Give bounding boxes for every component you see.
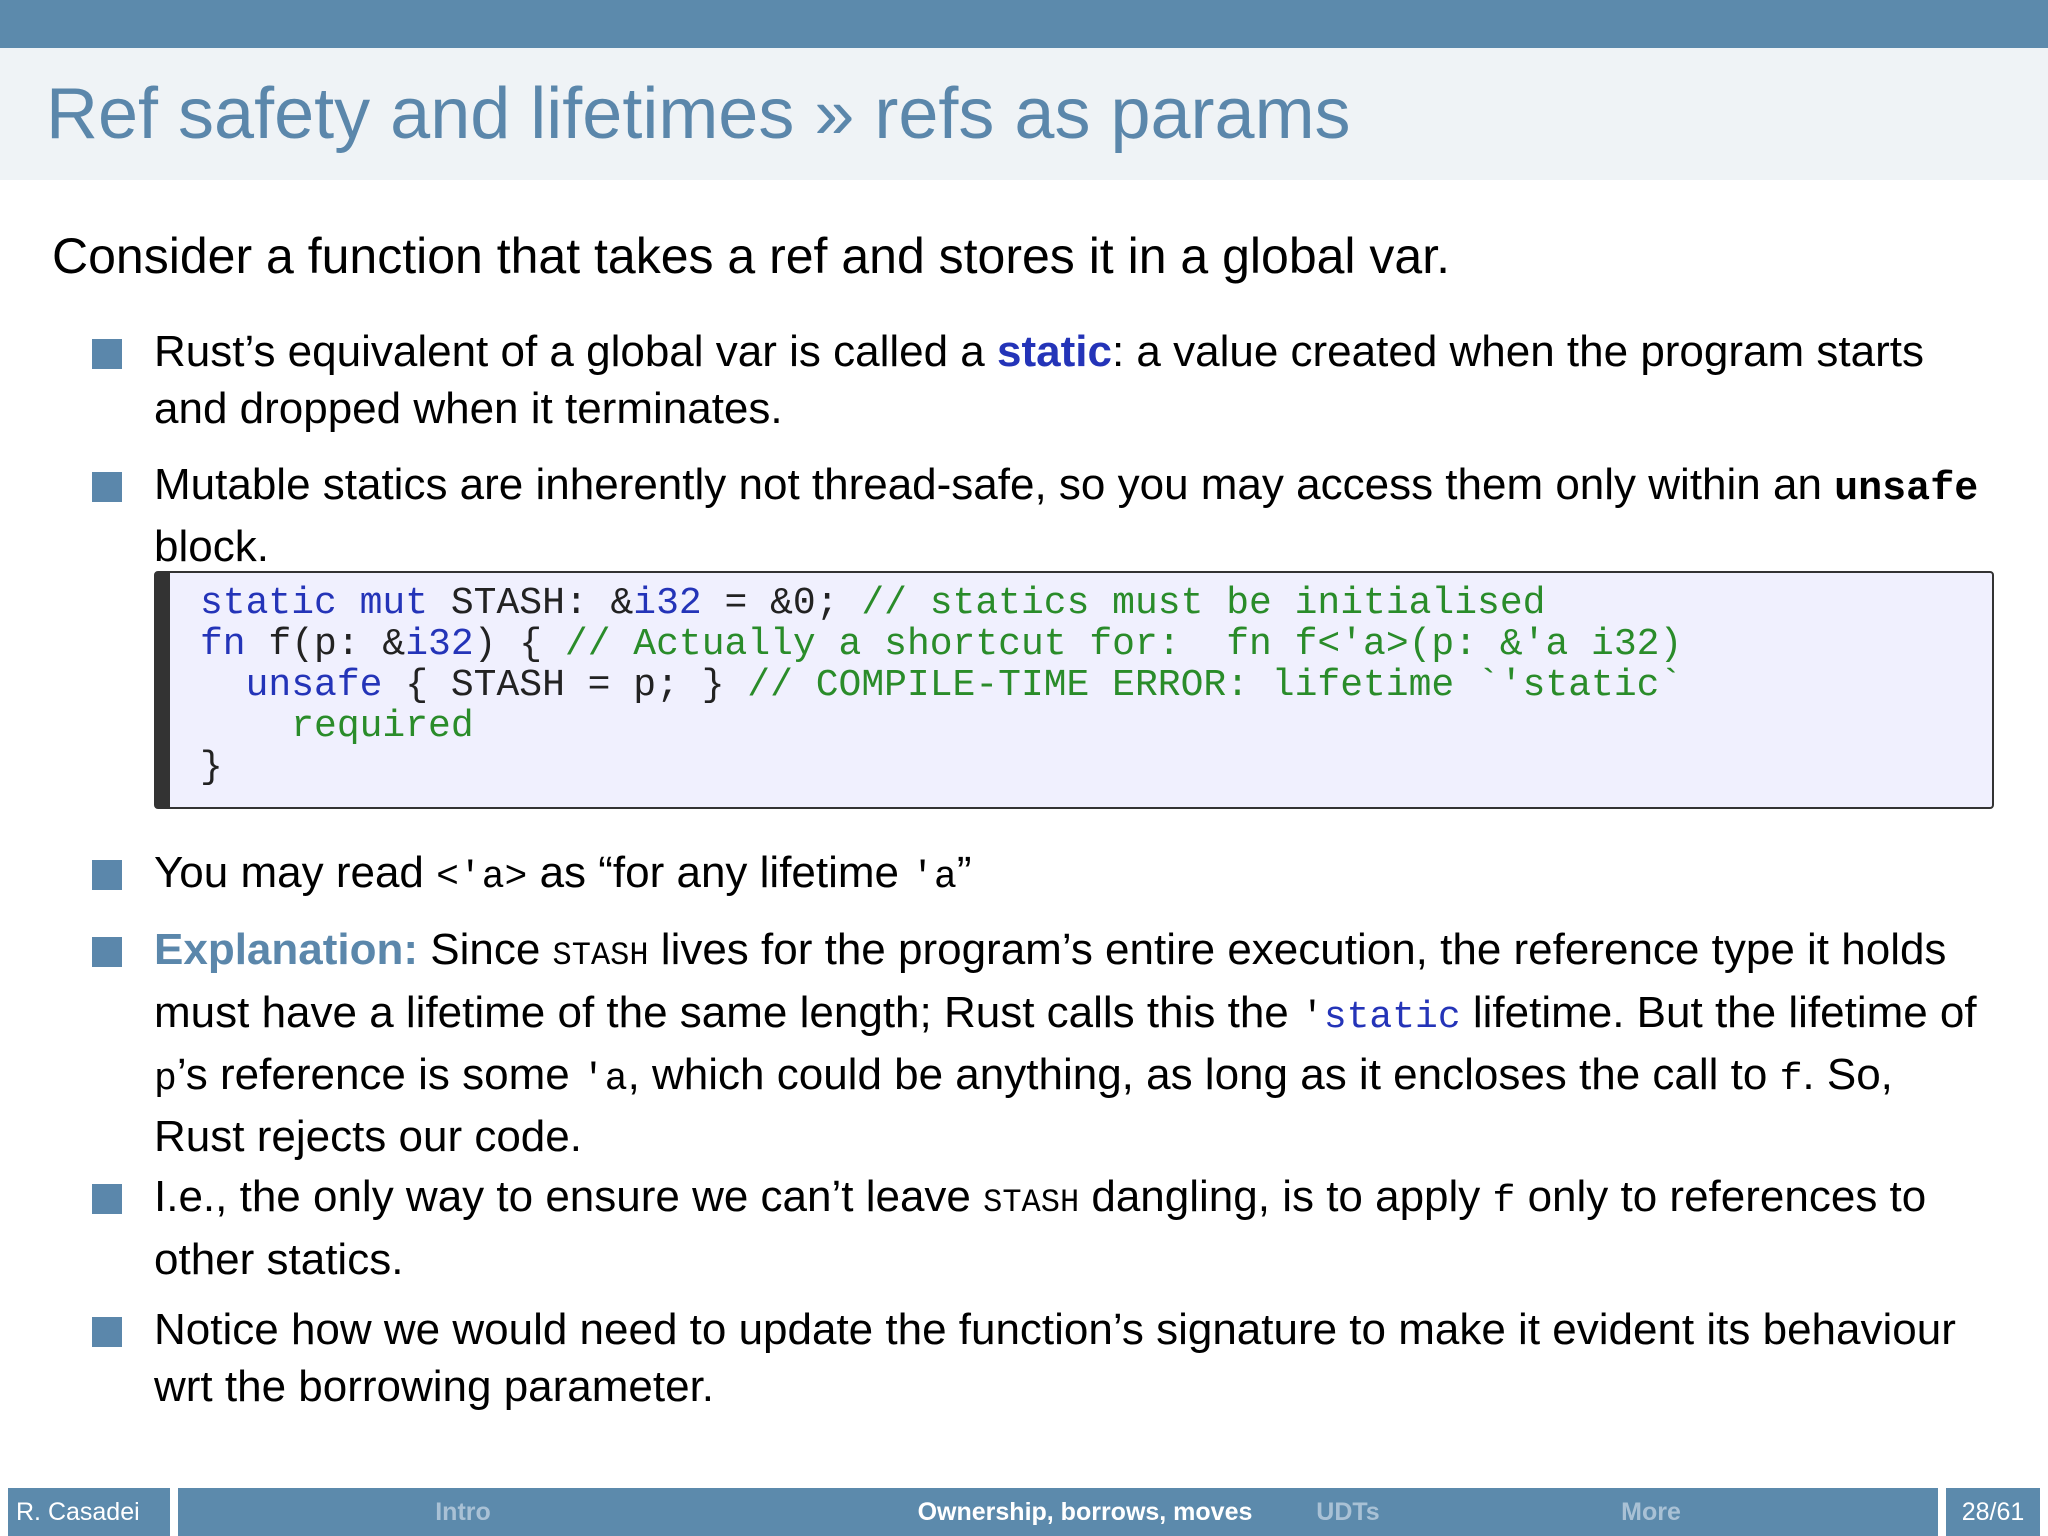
bullet-dangling: I.e., the only way to ensure we can’t leave STASH dangling, is to apply f only to references to other statics.	[154, 1168, 1994, 1288]
inline-code-static: static	[1323, 996, 1461, 1039]
bullet-text: Notice how we would need to update the function’s signature to make it evident its behaviour wrt the borrowing parameter.	[154, 1305, 1956, 1411]
keyword-static: static	[997, 327, 1112, 376]
bullet-marker	[92, 860, 122, 890]
bullet-marker	[92, 1184, 122, 1214]
bullet-text: Mutable statics are inherently not thread-safe, so you may access them only within an	[154, 460, 1835, 509]
explanation-label: Explanation:	[154, 925, 419, 974]
inline-code: '	[1301, 996, 1324, 1039]
code-block	[154, 571, 1994, 809]
bullet-marker	[92, 1317, 122, 1347]
nav-udts[interactable]: UDTs	[1316, 1498, 1380, 1526]
inline-code: p	[154, 1058, 177, 1101]
bullet-statics	[154, 323, 1994, 437]
bullet-read-lifetime	[154, 844, 1994, 906]
bullet-text: as “for any lifetime	[527, 848, 912, 897]
inline-code: 'a	[581, 1058, 628, 1101]
bullet-text: ”	[956, 848, 972, 897]
inline-code: <'a>	[436, 856, 528, 899]
page-number: 28/61	[1946, 1488, 2040, 1536]
bullet-mutable-statics	[154, 456, 1994, 575]
footer	[0, 1484, 2048, 1536]
inline-code: 'a	[911, 856, 957, 899]
slide-title: Ref safety and lifetimes » refs as params	[46, 74, 1351, 154]
inline-code: f	[1779, 1058, 1803, 1101]
top-bar	[0, 0, 2048, 48]
intro-text: Consider a function that takes a ref and stores it in a global var.	[52, 228, 1451, 284]
bullet-marker	[92, 472, 122, 502]
bullet-signature	[154, 1301, 1994, 1415]
nav-intro[interactable]: Intro	[435, 1498, 491, 1526]
inline-code: STASH	[552, 937, 649, 974]
bullet-text: : a value created when the program starts and dropped when it terminates.	[154, 327, 1924, 433]
inline-code: STASH	[983, 1184, 1080, 1221]
nav-ownership[interactable]: Ownership, borrows, moves	[917, 1498, 1253, 1526]
bullet-text: Rust’s equivalent of a global var is called a	[154, 327, 998, 376]
inline-code: f	[1492, 1180, 1516, 1223]
nav-more[interactable]: More	[1621, 1498, 1681, 1526]
footer-nav	[178, 1488, 1938, 1536]
bullet-marker	[92, 937, 122, 967]
footer-author: R. Casadei	[8, 1488, 170, 1536]
inline-code-unsafe: unsafe	[1834, 467, 1979, 512]
code-listing: static mut STASH: &i32 = &0; // statics must be initialised fn f(p: &i32) { // Actually a shortcut for: fn f<'a>(p: &'a i32) unsafe { STASH = p; } // COMPILE-TIME ERROR: lifetime `'static` required }	[200, 582, 1683, 789]
bullet-explanation: Explanation: Since STASH lives for the program’s entire execution, the reference type it holds must have a lifetime of the same length; Rust calls this the 'static lifetime. But the lifetime of p’s reference is some 'a, which could be anything, as long as it encloses the call to f. So, Rust rejects our code.	[154, 921, 1994, 1165]
bullet-marker	[92, 339, 122, 369]
bullet-text: block.	[154, 522, 269, 571]
bullet-text: You may read	[154, 848, 437, 897]
